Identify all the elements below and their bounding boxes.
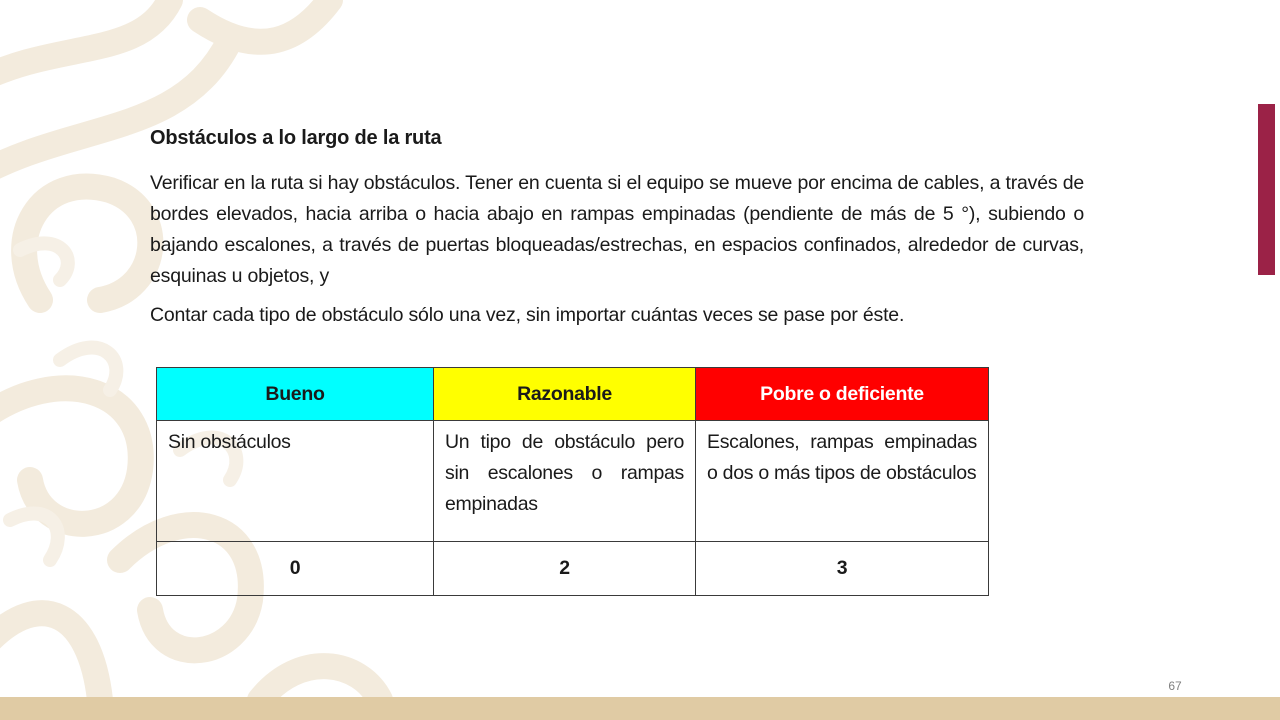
header-fair: Razonable: [434, 368, 696, 421]
description-poor: Escalones, rampas empinadas o dos o más tipos de obstáculos: [696, 421, 989, 542]
table-row: [157, 421, 989, 542]
header-poor: Pobre o deficiente: [696, 368, 989, 421]
description-good: Sin obstáculos: [157, 421, 434, 542]
page-number: 67: [1168, 679, 1182, 693]
rating-table: [156, 367, 989, 596]
accent-bar: [1258, 104, 1275, 275]
score-good: 0: [157, 542, 434, 596]
description-fair: Un tipo de obstáculo pero sin escalones o rampas empinadas: [434, 421, 696, 542]
header-good: Bueno: [157, 368, 434, 421]
score-poor: 3: [696, 542, 989, 596]
footer-band: [0, 697, 1280, 720]
score-fair: 2: [434, 542, 696, 596]
table-row: [157, 542, 989, 596]
slide-heading: Obstáculos a lo largo de la ruta: [150, 127, 442, 149]
slide-content: [150, 127, 1090, 327]
table-header-row: [157, 368, 989, 421]
instruction-paragraph: Verificar en la ruta si hay obstáculos. Tener en cuenta si el equipo se mueve por encima de cables, a través de bordes elevados, hacia arriba o hacia abajo en rampas empinadas (pendiente de más de 5 °), subiendo o bajando escalones, a través de puertas bloqueadas/estrechas, en espacios confinados, alrededor de curvas, esquinas u objetos, y: [150, 172, 1084, 287]
counting-note: Contar cada tipo de obstáculo sólo una vez, sin importar cuántas veces se pase por éste.: [150, 304, 905, 326]
